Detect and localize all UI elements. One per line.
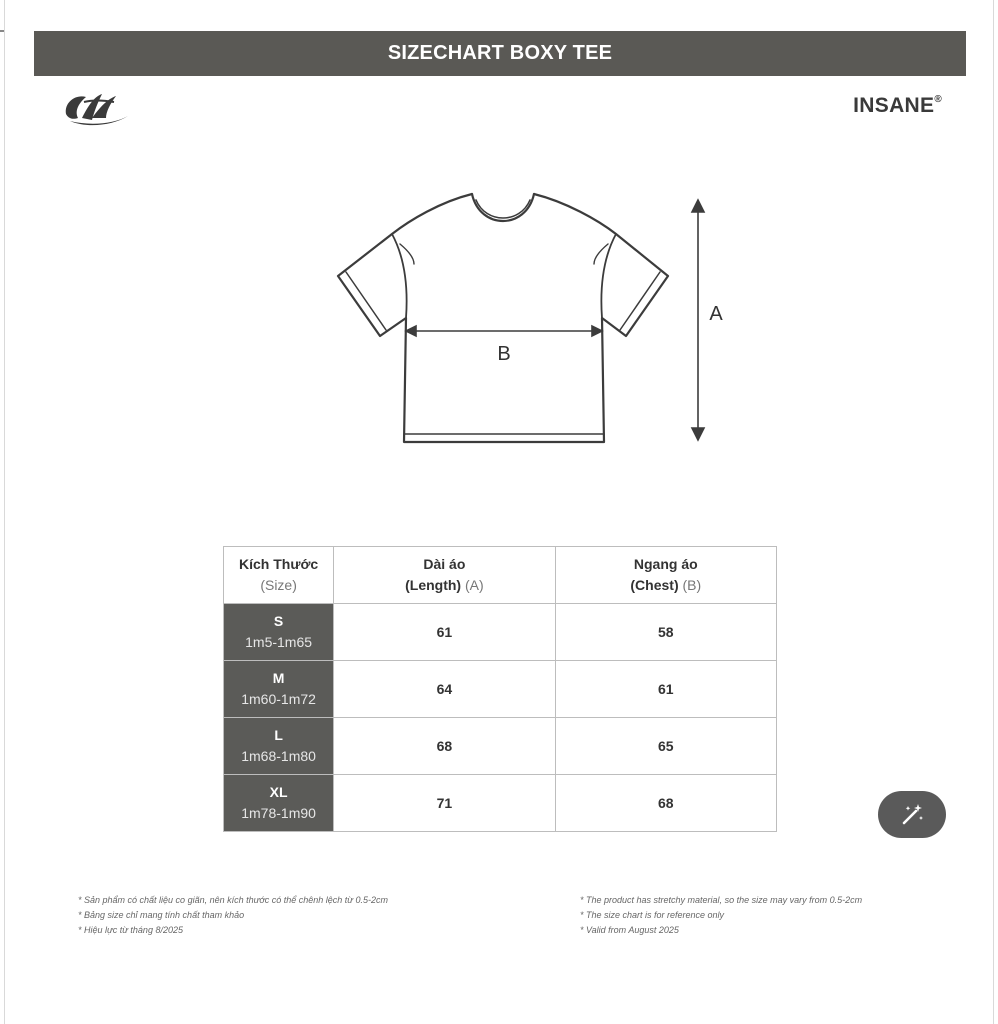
length-value: 61 xyxy=(334,604,555,661)
length-measure-arrow xyxy=(692,200,704,440)
height-range: 1m68-1m80 xyxy=(241,748,316,764)
table-row xyxy=(224,661,777,718)
header-length-bold: (Length) xyxy=(405,577,462,593)
notes-vietnamese xyxy=(78,893,388,938)
size-cell xyxy=(224,661,334,718)
length-value: 64 xyxy=(334,661,555,718)
tshirt-outline xyxy=(338,194,668,442)
header-size-sub: (Size) xyxy=(260,577,297,593)
header-size-main: Kích Thước xyxy=(238,556,319,572)
magic-wand-icon xyxy=(899,802,925,828)
chest-value: 58 xyxy=(555,604,776,661)
chest-measure-arrow xyxy=(406,326,602,336)
header-chest xyxy=(555,547,776,604)
size-label: M xyxy=(272,670,285,686)
header-length-main: Dài áo xyxy=(423,556,466,572)
header-size xyxy=(224,547,334,604)
length-value: 68 xyxy=(334,718,555,775)
chest-value: 65 xyxy=(555,718,776,775)
notes-english xyxy=(580,893,862,938)
height-range: 1m78-1m90 xyxy=(241,805,316,821)
brand-name xyxy=(853,94,942,118)
size-cell xyxy=(224,775,334,832)
size-label: XL xyxy=(269,784,288,800)
header-chest-main: Ngang áo xyxy=(633,556,698,572)
size-label: L xyxy=(274,727,283,743)
note-line: * Sản phẩm có chất liệu co giãn, nên kích thước có thể chênh lệch từ 0.5-2cm xyxy=(78,895,389,905)
header-chest-bold: (Chest) xyxy=(630,577,679,593)
table-row xyxy=(224,718,777,775)
page-frame xyxy=(4,0,994,1024)
tshirt-diagram xyxy=(330,180,740,460)
chest-value: 68 xyxy=(555,775,776,832)
label-a: A xyxy=(709,303,723,325)
header-bar xyxy=(34,31,966,76)
size-label: S xyxy=(273,613,284,629)
header-length xyxy=(334,547,555,604)
registered-mark: ® xyxy=(934,94,942,105)
note-line: * Valid from August 2025 xyxy=(580,925,679,935)
height-range: 1m5-1m65 xyxy=(245,634,313,650)
brand-name-text: INSANE xyxy=(853,94,935,117)
header-chest-sub: (B) xyxy=(682,577,702,593)
table-header-row xyxy=(224,547,777,604)
page-title: SIZECHART BOXY TEE xyxy=(387,42,613,64)
edge-marker xyxy=(0,30,4,32)
height-range: 1m60-1m72 xyxy=(241,691,316,707)
note-line: * Bảng size chỉ mang tính chất tham khảo xyxy=(78,910,245,920)
magic-edit-button[interactable] xyxy=(878,791,946,838)
note-line: * Hiệu lực từ tháng 8/2025 xyxy=(78,925,183,935)
note-line: * The product has stretchy material, so the size may vary from 0.5-2cm xyxy=(580,895,863,905)
header-length-sub: (A) xyxy=(464,577,484,593)
brand-monogram-logo xyxy=(62,88,130,130)
size-table xyxy=(223,546,777,832)
length-value: 71 xyxy=(334,775,555,832)
size-cell xyxy=(224,604,334,661)
chest-value: 61 xyxy=(555,661,776,718)
label-b: B xyxy=(497,343,511,365)
table-row xyxy=(224,775,777,832)
table-row xyxy=(224,604,777,661)
size-cell xyxy=(224,718,334,775)
note-line: * The size chart is for reference only xyxy=(580,910,725,920)
